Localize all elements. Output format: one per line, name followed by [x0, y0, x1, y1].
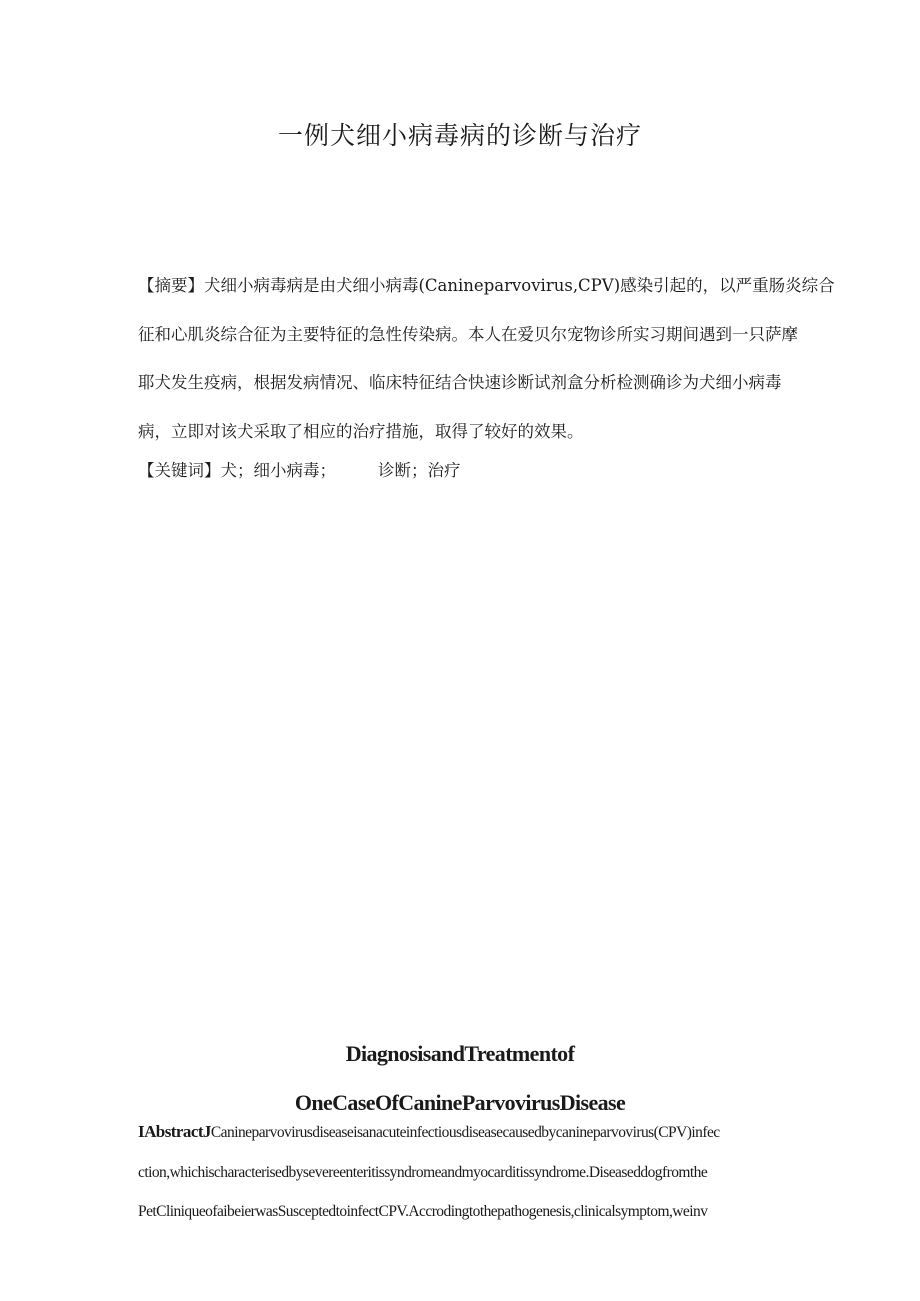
- chinese-abstract: [138, 262, 838, 456]
- chinese-abstract-line: 耶犬发生疫病，根据发病情况、临床特征结合快速诊断试剂盒分析检测确诊为犬细小病毒: [138, 373, 782, 392]
- english-abstract: [138, 1112, 828, 1232]
- chinese-keywords-part1: 犬；细小病毒；: [220, 461, 336, 480]
- chinese-keywords-part2: 诊断；治疗: [378, 461, 461, 480]
- chinese-abstract-line: [138, 262, 838, 311]
- english-abstract-label: IAbstractJ: [138, 1122, 211, 1141]
- english-abstract-text: Canineparvovirusdiseaseisanacuteinfectiousdiseasecausedbycanineparvovirus(CPV)infec: [210, 1124, 720, 1141]
- chinese-abstract-line: 病，立即对该犬采取了相应的治疗措施，取得了较好的效果。: [138, 421, 584, 441]
- chinese-abstract-text: 犬细小病毒病是由犬细小病毒(Canineparvovirus,CPV)感染引起的，以严重肠炎综合: [204, 276, 835, 295]
- english-title-line1: DiagnosisandTreatmentof: [345, 1041, 575, 1066]
- english-abstract-line: PetCliniqueofaibeierwasSusceptedtoinfectCPV.Accrodingtothepathogenesis,clinicalsymptom,weinv: [138, 1203, 708, 1220]
- chinese-abstract-line: 征和心肌炎综合征为主要特征的急性传染病。本人在爱贝尔宠物诊所实习期间遇到一只萨摩: [138, 324, 798, 344]
- chinese-keywords: [138, 457, 838, 485]
- chinese-title: 一例犬细小病毒病的诊断与治疗: [277, 121, 642, 150]
- english-abstract-line: [138, 1112, 828, 1153]
- chinese-keywords-label: 【关键词】: [138, 461, 221, 480]
- english-title-line2: OneCaseOfCanineParvovirusDisease: [294, 1090, 626, 1115]
- english-abstract-line: ction,whichischaracterisedbysevereenteritissyndromeandmyocarditissyndrome.Diseaseddogfromthe: [138, 1163, 708, 1181]
- chinese-abstract-label: 【摘要】: [138, 276, 204, 295]
